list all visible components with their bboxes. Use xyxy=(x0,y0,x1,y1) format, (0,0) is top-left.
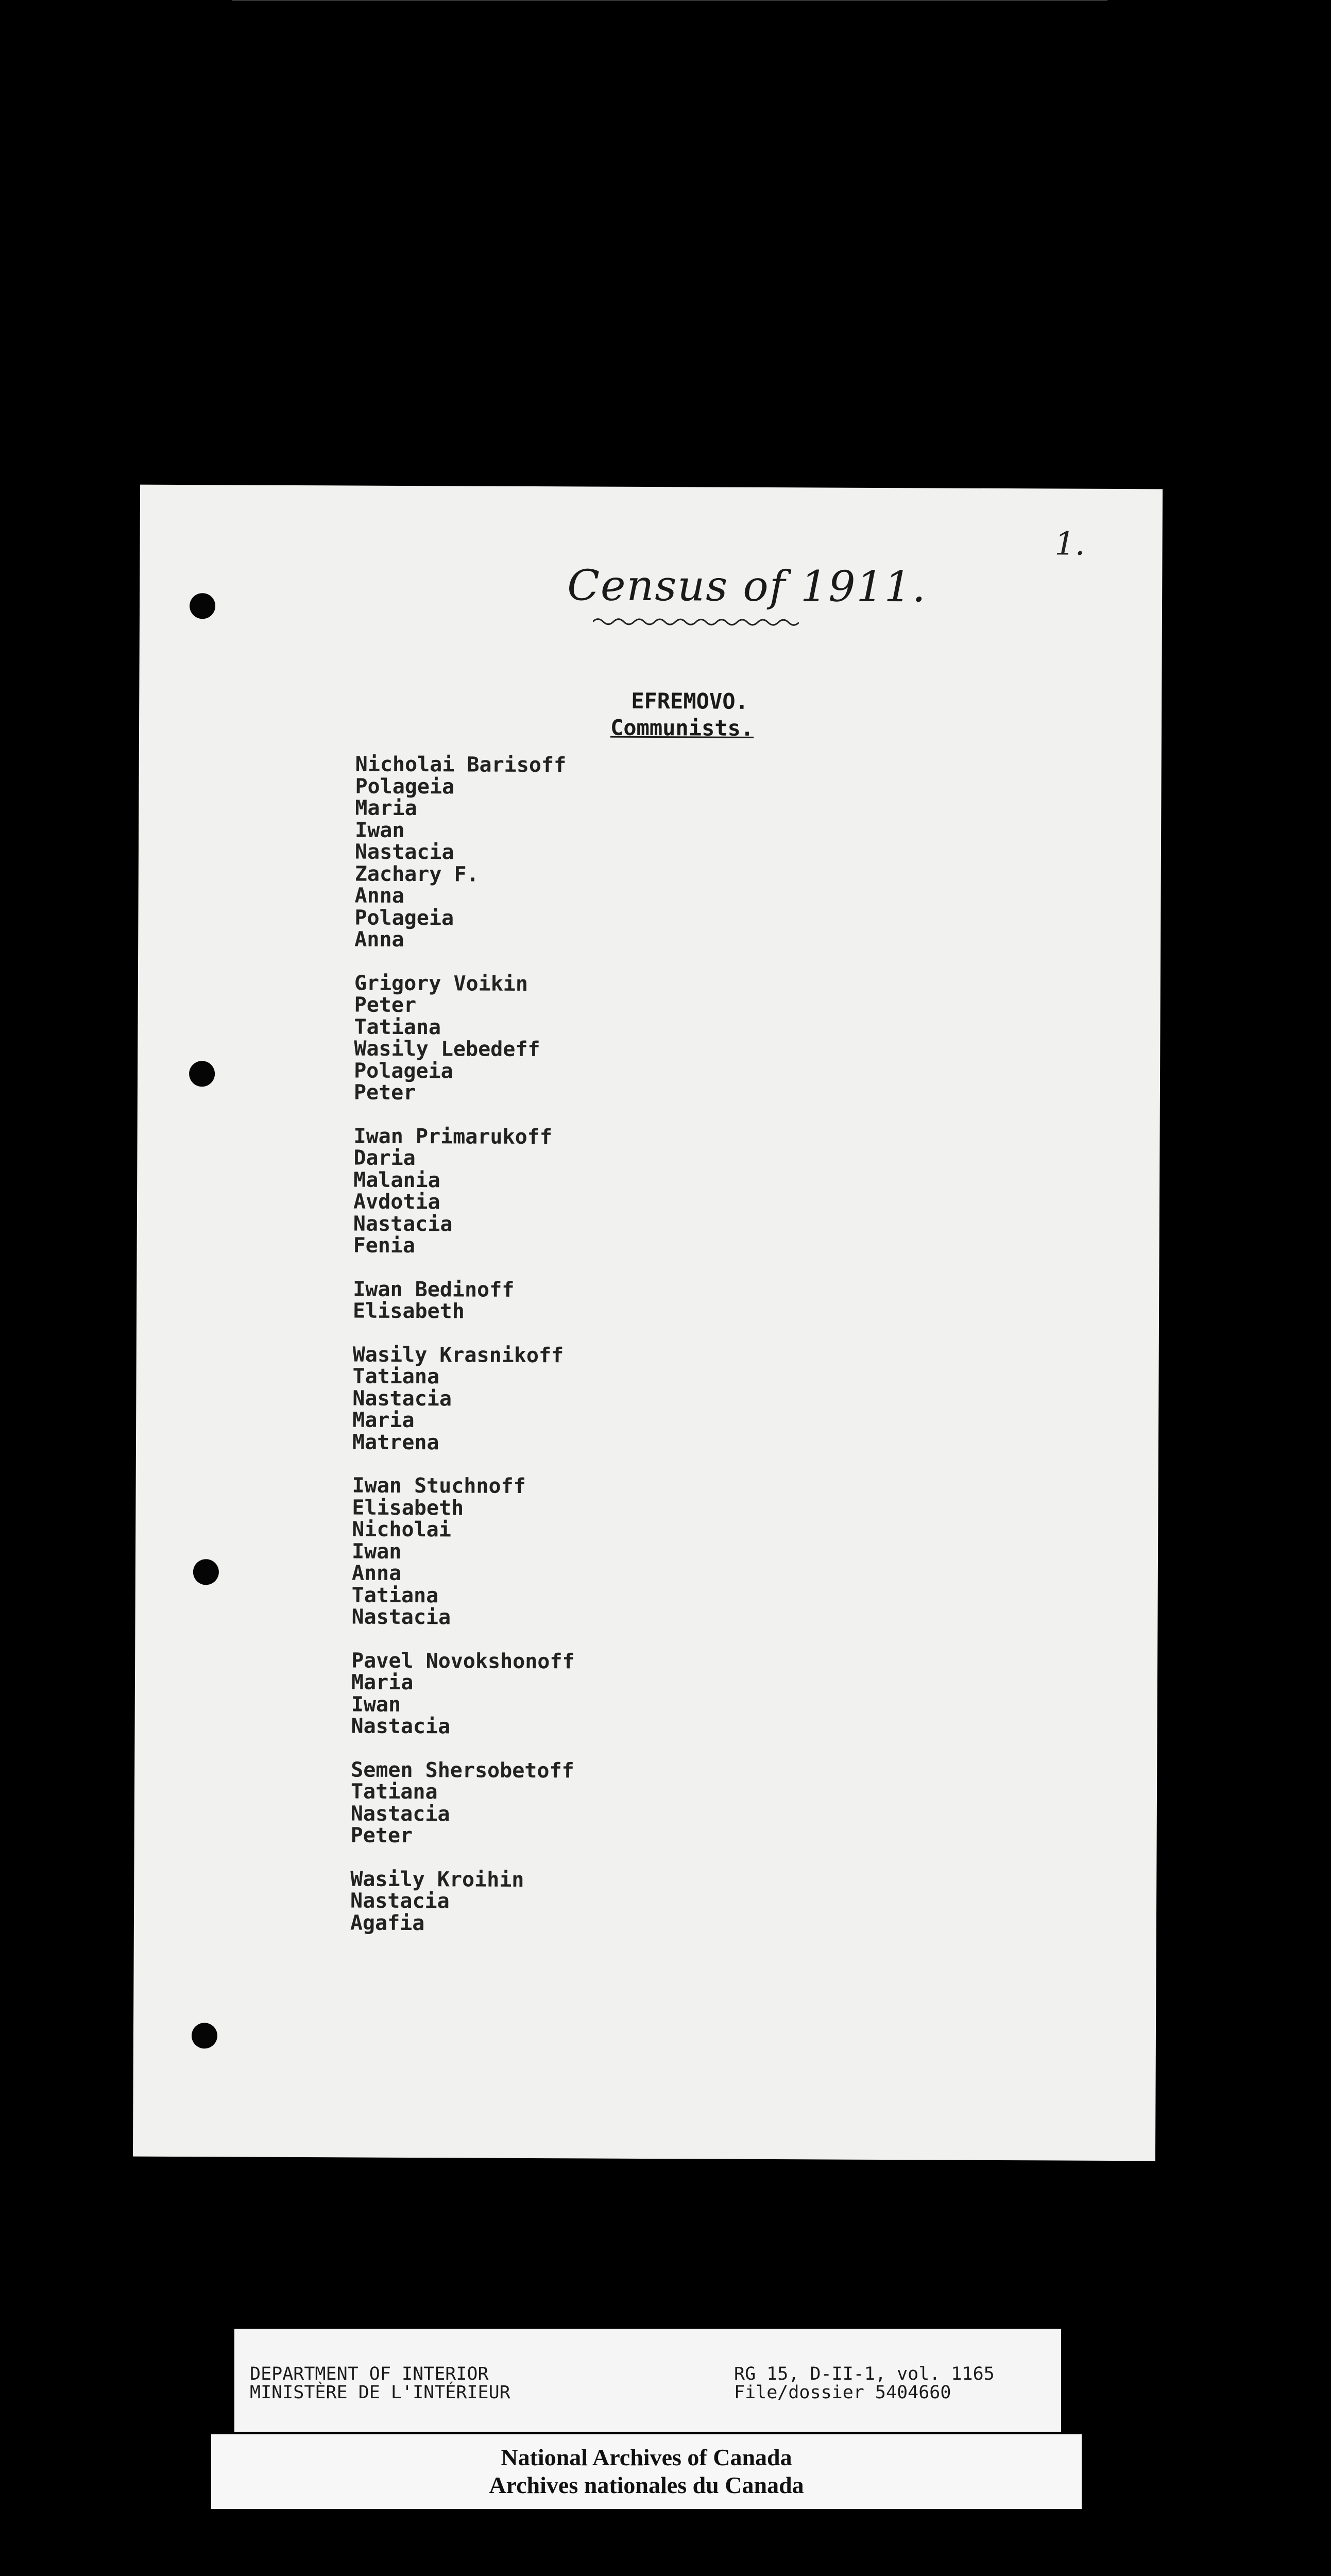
family-group xyxy=(352,1344,576,1454)
name-entry: Anna xyxy=(354,927,404,952)
name-entry: Zachary F. xyxy=(354,862,479,887)
name-entry: Nastacia xyxy=(353,1212,453,1236)
family-group xyxy=(351,1759,574,1848)
name-entry: Elisabeth xyxy=(352,1495,464,1520)
name-entry: Nicholai xyxy=(352,1517,451,1542)
department-french: MINISTÈRE DE L'INTÉRIEUR xyxy=(250,2382,510,2403)
name-entry: Iwan Stuchnoff xyxy=(352,1473,526,1498)
archives-english: National Archives of Canada xyxy=(501,2444,792,2470)
name-entry: Semen Shersobetoff xyxy=(351,1757,574,1783)
squiggle-underline xyxy=(593,616,799,630)
record-group: RG 15, D-II-1, vol. 1165 xyxy=(734,2364,995,2384)
page-number: 1. xyxy=(1054,524,1085,563)
name-entry: Fenia xyxy=(353,1233,416,1258)
handwritten-title: Census of 1911. xyxy=(567,561,927,612)
family-group xyxy=(354,972,578,1105)
name-entry: Maria xyxy=(352,1408,415,1433)
name-entry: Peter xyxy=(354,993,417,1018)
name-entry: Grigory Voikin xyxy=(354,971,528,996)
top-scan-line xyxy=(232,0,1107,1)
name-entry: Wasily Lebedeff xyxy=(354,1037,540,1062)
name-entry: Tatiana xyxy=(350,1780,438,1804)
heading-block xyxy=(610,688,754,742)
family-group xyxy=(351,1650,574,1738)
name-entry: Agafia xyxy=(350,1910,425,1935)
family-group xyxy=(351,1475,575,1629)
name-entry: Tatiana xyxy=(354,1015,441,1039)
name-entry: Iwan Bedinoff xyxy=(353,1277,515,1302)
name-entry: Iwan xyxy=(351,1692,401,1717)
name-entry: Iwan Primarukoff xyxy=(353,1124,552,1149)
department-names xyxy=(250,2365,510,2402)
name-entry: Iwan xyxy=(355,818,405,842)
name-entry: Nastacia xyxy=(350,1889,450,1913)
place-heading: EFREMOVO. xyxy=(631,688,748,714)
punch-hole xyxy=(189,1061,215,1087)
name-entry: Anna xyxy=(351,1561,402,1585)
name-entry: Polageia xyxy=(354,906,454,930)
name-entry: Maria xyxy=(355,796,417,821)
name-entry: Pavel Novokshonoff xyxy=(351,1648,575,1673)
file-reference xyxy=(734,2365,995,2402)
name-entry: Wasily Krasnikoff xyxy=(352,1343,564,1367)
name-entry: Polageia xyxy=(354,1059,453,1083)
name-entry: Wasily Kroihin xyxy=(350,1867,524,1892)
document-page xyxy=(133,485,1163,2161)
punch-hole xyxy=(190,593,215,619)
department-english: DEPARTMENT OF INTERIOR xyxy=(250,2364,489,2384)
archives-label xyxy=(211,2434,1082,2509)
archive-reference-stamp xyxy=(234,2329,1061,2432)
name-entry: Peter xyxy=(350,1823,413,1848)
punch-hole xyxy=(192,2023,217,2048)
name-entry: Daria xyxy=(353,1146,416,1171)
name-entry: Tatiana xyxy=(351,1583,439,1607)
name-entry: Nastacia xyxy=(351,1714,451,1739)
name-entry: Avdotia xyxy=(353,1190,440,1214)
archives-french: Archives nationales du Canada xyxy=(489,2472,804,2498)
family-group xyxy=(350,1868,574,1935)
name-entry: Elisabeth xyxy=(352,1299,465,1324)
name-entry: Nastacia xyxy=(352,1386,452,1411)
name-entry: Nastacia xyxy=(350,1801,450,1826)
name-entry: Peter xyxy=(353,1080,416,1105)
name-entry: Iwan xyxy=(351,1539,402,1564)
family-group xyxy=(354,754,578,952)
file-number: File/dossier 5404660 xyxy=(734,2382,951,2403)
name-entry: Matrena xyxy=(352,1430,439,1454)
name-entry: Nastacia xyxy=(351,1605,451,1630)
subtitle-heading: Communists. xyxy=(610,715,754,741)
name-list xyxy=(350,754,579,1957)
family-group xyxy=(353,1278,576,1323)
name-entry: Polageia xyxy=(355,774,455,799)
family-group xyxy=(353,1125,577,1258)
punch-hole xyxy=(193,1559,219,1585)
name-entry: Nastacia xyxy=(354,840,454,865)
name-entry: Maria xyxy=(351,1670,414,1695)
name-entry: Malania xyxy=(353,1168,440,1192)
name-entry: Anna xyxy=(354,884,405,908)
name-entry: Nicholai Barisoff xyxy=(355,752,567,777)
name-entry: Tatiana xyxy=(352,1364,440,1389)
